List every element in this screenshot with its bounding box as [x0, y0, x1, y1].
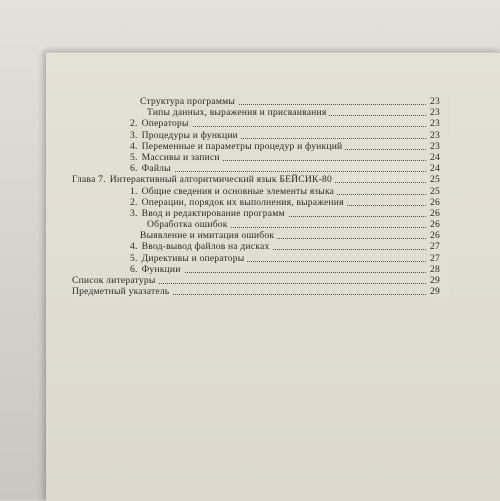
toc-entry — [72, 197, 500, 208]
toc-leader-dots — [130, 170, 426, 172]
toc-entry-number: 2. — [130, 118, 138, 130]
toc-page-number: 26 — [428, 230, 450, 241]
toc-entry — [72, 174, 500, 185]
toc-entry-text — [72, 174, 335, 185]
toc-page-number: 23 — [428, 96, 450, 107]
toc-entry-number: 3. — [130, 207, 138, 219]
toc-page-number: 27 — [428, 241, 450, 252]
toc-entry-text — [130, 197, 347, 208]
toc-entry-title: Директивы и операторы — [141, 252, 245, 264]
toc-entry-text — [130, 130, 241, 141]
toc-entry-number: Глава 7. — [72, 174, 106, 186]
toc-entry-text — [72, 275, 158, 286]
toc-entry — [72, 264, 500, 275]
toc-entry — [72, 152, 500, 163]
toc-page-number: 23 — [428, 130, 450, 141]
toc-entry-title: Список литературы — [72, 275, 156, 286]
toc-entry-text — [130, 253, 247, 264]
toc-entry — [72, 241, 500, 252]
toc-entry-title: Выявление и имитация ошибок — [140, 230, 275, 242]
toc-entry-text — [130, 208, 288, 219]
toc-entry-title: Типы данных, выражения и присваивания — [147, 107, 327, 119]
toc-entry — [72, 286, 500, 297]
toc-entry-title: Интерактивный алгоритмический язык БЕЙСИК-80 — [109, 174, 332, 186]
toc-entry-title: Массивы и записи — [141, 151, 220, 163]
toc-entry-text — [130, 152, 223, 163]
toc-entry-number: 4. — [130, 241, 138, 253]
toc-page-number: 29 — [428, 275, 450, 286]
toc-entry — [72, 163, 500, 174]
toc-entry-number: 6. — [130, 263, 138, 275]
toc-entry-title: Процедуры и функции — [141, 129, 239, 141]
toc-entry-text — [147, 219, 231, 230]
toc-entry-title: Переменные и параметры процедур и функций — [141, 140, 343, 152]
toc-entry-title: Функции — [141, 263, 181, 275]
toc-page-number: 25 — [428, 186, 450, 197]
toc-page-number: 24 — [428, 163, 450, 174]
toc-page-number: 23 — [428, 141, 450, 152]
toc-entry — [72, 219, 500, 230]
toc-entry-number: 4. — [130, 140, 138, 152]
toc-page-number: 24 — [428, 152, 450, 163]
toc-entry — [72, 141, 500, 152]
toc-entry-number: 5. — [130, 151, 138, 163]
toc-entry — [72, 186, 500, 197]
toc-entry-text — [130, 163, 174, 174]
toc-entry-text — [130, 241, 272, 252]
toc-page-number: 23 — [428, 118, 450, 129]
toc-entry — [72, 230, 500, 241]
toc-entry-title: Обработка ошибок — [147, 219, 228, 231]
toc-entry-title: Операторы — [141, 118, 189, 130]
toc-page-number: 26 — [428, 219, 450, 230]
toc-entry-number: 5. — [130, 252, 138, 264]
toc-entry-title: Файлы — [141, 163, 171, 175]
toc-entry — [72, 118, 500, 129]
toc-entry-text — [140, 96, 238, 107]
table-of-contents — [72, 96, 500, 297]
toc-entry-text — [130, 264, 184, 275]
toc-entry-title: Общие сведения и основные элементы языка — [141, 185, 335, 197]
toc-entry-number: 1. — [130, 185, 138, 197]
toc-entry-text — [130, 186, 337, 197]
toc-entry — [72, 275, 500, 286]
toc-entry-text — [130, 118, 192, 129]
toc-page-number: 29 — [428, 286, 450, 297]
toc-entry — [72, 208, 500, 219]
toc-entry-title: Предметный указатель — [72, 286, 170, 298]
toc-entry-number: 3. — [130, 129, 138, 141]
toc-entry — [72, 96, 500, 107]
toc-page-number: 26 — [428, 197, 450, 208]
toc-page-number: 28 — [428, 264, 450, 275]
toc-entry-text — [72, 286, 172, 297]
toc-page-number: 27 — [428, 253, 450, 264]
toc-entry-title: Операции, порядок их выполнения, выражения — [141, 196, 344, 208]
toc-entry — [72, 130, 500, 141]
toc-entry-number: 2. — [130, 196, 138, 208]
toc-entry-text — [147, 107, 329, 118]
toc-entry-title: Ввод-вывод файлов на дисках — [141, 241, 270, 253]
toc-entry-number: 6. — [130, 163, 138, 175]
toc-entry-title: Структура программы — [140, 96, 236, 107]
toc-page-number: 23 — [428, 107, 450, 118]
toc-page-number: 25 — [428, 174, 450, 185]
toc-entry — [72, 107, 500, 118]
toc-page-number: 26 — [428, 208, 450, 219]
toc-entry — [72, 253, 500, 264]
toc-entry-text — [140, 230, 277, 241]
toc-entry-text — [130, 141, 345, 152]
toc-entry-title: Ввод и редактирование программ — [141, 207, 285, 219]
